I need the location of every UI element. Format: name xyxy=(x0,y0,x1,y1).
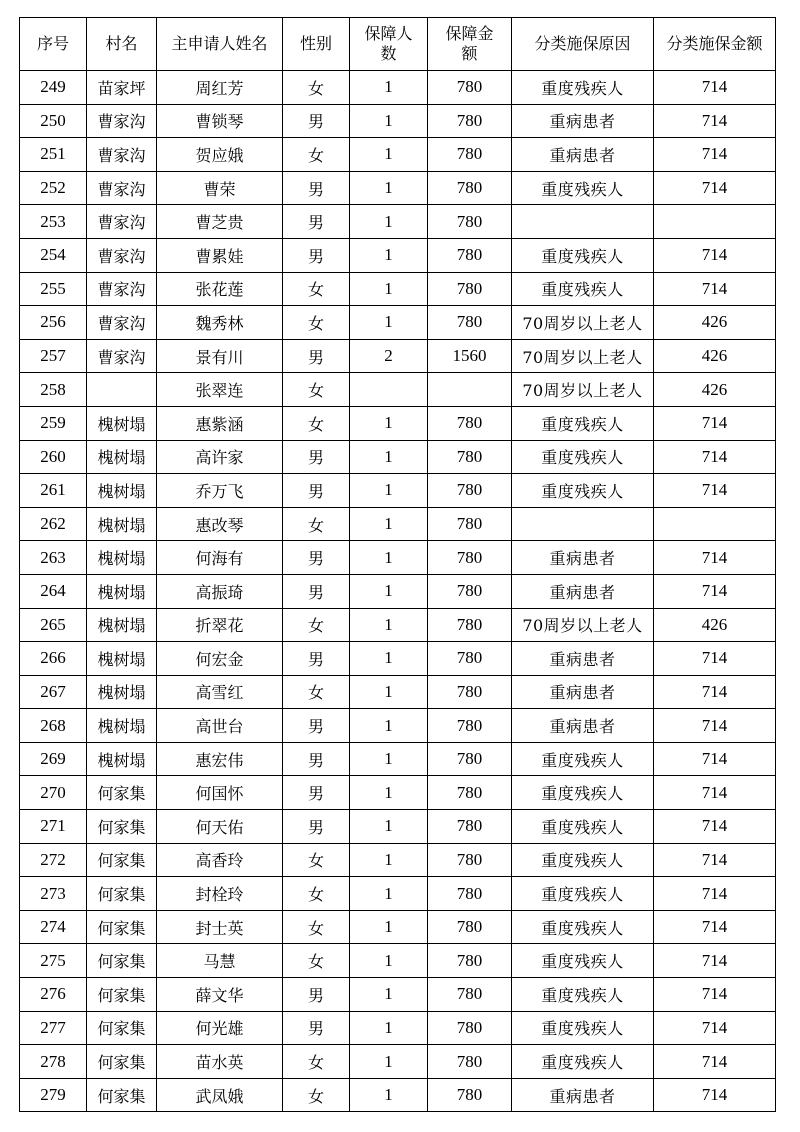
cell-class-amount: 426 xyxy=(654,373,776,407)
table-row xyxy=(20,406,776,440)
cell-gender: 女 xyxy=(283,373,350,407)
cell-village: 槐树塌 xyxy=(87,608,157,642)
cell-village: 何家集 xyxy=(87,978,157,1012)
cell-class-amount: 426 xyxy=(654,306,776,340)
cell-reason: 重度残疾人 xyxy=(512,944,654,978)
table-row xyxy=(20,776,776,810)
cell-amount: 780 xyxy=(428,978,512,1012)
table-row xyxy=(20,1011,776,1045)
cell-village: 曹家沟 xyxy=(87,171,157,205)
cell-reason: 重病患者 xyxy=(512,642,654,676)
cell-reason: 重度残疾人 xyxy=(512,978,654,1012)
cell-index: 272 xyxy=(20,843,87,877)
cell-applicant: 何光雄 xyxy=(157,1011,283,1045)
cell-amount: 780 xyxy=(428,709,512,743)
cell-amount: 780 xyxy=(428,171,512,205)
cell-count: 1 xyxy=(350,474,428,508)
cell-index: 268 xyxy=(20,709,87,743)
cell-reason: 重度残疾人 xyxy=(512,877,654,911)
cell-index: 256 xyxy=(20,306,87,340)
header-reason: 分类施保原因 xyxy=(512,18,654,71)
table-row xyxy=(20,205,776,239)
cell-applicant: 封士英 xyxy=(157,910,283,944)
table-row xyxy=(20,810,776,844)
cell-applicant: 折翠花 xyxy=(157,608,283,642)
cell-count: 1 xyxy=(350,138,428,172)
cell-reason: 70周岁以上老人 xyxy=(512,339,654,373)
table-row xyxy=(20,339,776,373)
table-row xyxy=(20,171,776,205)
cell-village: 槐树塌 xyxy=(87,574,157,608)
table-row xyxy=(20,306,776,340)
cell-village: 曹家沟 xyxy=(87,272,157,306)
table-row xyxy=(20,507,776,541)
cell-class-amount: 714 xyxy=(654,675,776,709)
cell-gender: 女 xyxy=(283,675,350,709)
cell-amount: 780 xyxy=(428,1078,512,1112)
cell-amount xyxy=(428,373,512,407)
cell-amount: 780 xyxy=(428,944,512,978)
cell-applicant: 高振琦 xyxy=(157,574,283,608)
cell-applicant: 高许家 xyxy=(157,440,283,474)
cell-amount: 780 xyxy=(428,843,512,877)
table-row xyxy=(20,910,776,944)
cell-amount: 780 xyxy=(428,810,512,844)
cell-reason: 重度残疾人 xyxy=(512,843,654,877)
cell-gender: 男 xyxy=(283,205,350,239)
cell-village: 槐树塌 xyxy=(87,541,157,575)
cell-village: 何家集 xyxy=(87,776,157,810)
cell-index: 266 xyxy=(20,642,87,676)
cell-index: 263 xyxy=(20,541,87,575)
cell-reason: 重度残疾人 xyxy=(512,1011,654,1045)
table-row xyxy=(20,608,776,642)
header-amount: 保障金额 xyxy=(428,18,512,71)
cell-class-amount: 714 xyxy=(654,474,776,508)
table-row xyxy=(20,1045,776,1079)
cell-gender: 男 xyxy=(283,574,350,608)
cell-amount: 780 xyxy=(428,205,512,239)
cell-count: 1 xyxy=(350,541,428,575)
cell-village: 槐树塌 xyxy=(87,642,157,676)
cell-reason: 重病患者 xyxy=(512,709,654,743)
table-row xyxy=(20,642,776,676)
cell-applicant: 贺应娥 xyxy=(157,138,283,172)
cell-applicant: 魏秀林 xyxy=(157,306,283,340)
cell-applicant: 高香玲 xyxy=(157,843,283,877)
cell-gender: 男 xyxy=(283,978,350,1012)
cell-count: 1 xyxy=(350,205,428,239)
cell-gender: 女 xyxy=(283,138,350,172)
cell-village: 何家集 xyxy=(87,944,157,978)
cell-count: 1 xyxy=(350,406,428,440)
cell-count: 1 xyxy=(350,978,428,1012)
cell-village: 何家集 xyxy=(87,877,157,911)
cell-class-amount: 426 xyxy=(654,608,776,642)
table-body xyxy=(20,71,776,1112)
cell-reason: 重病患者 xyxy=(512,574,654,608)
cell-reason: 70周岁以上老人 xyxy=(512,306,654,340)
cell-index: 250 xyxy=(20,104,87,138)
cell-count: 1 xyxy=(350,810,428,844)
cell-count: 1 xyxy=(350,776,428,810)
welfare-table xyxy=(19,17,776,1112)
cell-village: 槐树塌 xyxy=(87,406,157,440)
cell-gender: 女 xyxy=(283,877,350,911)
cell-index: 253 xyxy=(20,205,87,239)
table-row xyxy=(20,843,776,877)
cell-index: 259 xyxy=(20,406,87,440)
cell-count: 1 xyxy=(350,843,428,877)
cell-amount: 1560 xyxy=(428,339,512,373)
cell-index: 279 xyxy=(20,1078,87,1112)
table-row xyxy=(20,978,776,1012)
cell-village: 槐树塌 xyxy=(87,507,157,541)
cell-class-amount: 714 xyxy=(654,1011,776,1045)
cell-reason: 重病患者 xyxy=(512,541,654,575)
cell-index: 255 xyxy=(20,272,87,306)
header-class-amount: 分类施保金额 xyxy=(654,18,776,71)
cell-applicant: 何宏金 xyxy=(157,642,283,676)
cell-village: 槐树塌 xyxy=(87,675,157,709)
cell-gender: 男 xyxy=(283,709,350,743)
cell-amount: 780 xyxy=(428,910,512,944)
cell-village: 槐树塌 xyxy=(87,709,157,743)
cell-class-amount: 714 xyxy=(654,944,776,978)
cell-count xyxy=(350,373,428,407)
cell-index: 269 xyxy=(20,742,87,776)
cell-index: 276 xyxy=(20,978,87,1012)
cell-applicant: 曹芝贵 xyxy=(157,205,283,239)
cell-gender: 女 xyxy=(283,406,350,440)
cell-village: 曹家沟 xyxy=(87,306,157,340)
header-gender: 性别 xyxy=(283,18,350,71)
cell-class-amount: 714 xyxy=(654,272,776,306)
cell-gender: 女 xyxy=(283,306,350,340)
cell-amount: 780 xyxy=(428,642,512,676)
cell-class-amount: 714 xyxy=(654,71,776,105)
cell-count: 1 xyxy=(350,574,428,608)
cell-amount: 780 xyxy=(428,406,512,440)
cell-gender: 女 xyxy=(283,507,350,541)
table-row xyxy=(20,541,776,575)
cell-count: 1 xyxy=(350,507,428,541)
cell-index: 278 xyxy=(20,1045,87,1079)
cell-village: 何家集 xyxy=(87,843,157,877)
cell-applicant: 马慧 xyxy=(157,944,283,978)
cell-reason: 重度残疾人 xyxy=(512,474,654,508)
cell-village: 何家集 xyxy=(87,1011,157,1045)
cell-amount: 780 xyxy=(428,306,512,340)
cell-reason: 重度残疾人 xyxy=(512,810,654,844)
cell-applicant: 周红芳 xyxy=(157,71,283,105)
cell-index: 251 xyxy=(20,138,87,172)
cell-village: 何家集 xyxy=(87,1045,157,1079)
cell-class-amount: 714 xyxy=(654,742,776,776)
cell-reason: 重度残疾人 xyxy=(512,171,654,205)
cell-applicant: 高世台 xyxy=(157,709,283,743)
cell-applicant: 曹累娃 xyxy=(157,238,283,272)
cell-reason: 重度残疾人 xyxy=(512,71,654,105)
cell-gender: 男 xyxy=(283,742,350,776)
cell-gender: 女 xyxy=(283,1078,350,1112)
cell-index: 264 xyxy=(20,574,87,608)
cell-index: 252 xyxy=(20,171,87,205)
header-index: 序号 xyxy=(20,18,87,71)
cell-count: 1 xyxy=(350,71,428,105)
cell-index: 262 xyxy=(20,507,87,541)
header-applicant: 主申请人姓名 xyxy=(157,18,283,71)
cell-count: 1 xyxy=(350,238,428,272)
cell-applicant: 何天佑 xyxy=(157,810,283,844)
cell-gender: 女 xyxy=(283,71,350,105)
cell-index: 260 xyxy=(20,440,87,474)
cell-count: 1 xyxy=(350,910,428,944)
cell-gender: 男 xyxy=(283,541,350,575)
cell-class-amount: 714 xyxy=(654,978,776,1012)
cell-reason xyxy=(512,507,654,541)
cell-index: 254 xyxy=(20,238,87,272)
cell-index: 261 xyxy=(20,474,87,508)
cell-index: 270 xyxy=(20,776,87,810)
cell-reason: 重度残疾人 xyxy=(512,742,654,776)
cell-amount: 780 xyxy=(428,1011,512,1045)
cell-class-amount: 714 xyxy=(654,776,776,810)
table-row xyxy=(20,1078,776,1112)
table-row xyxy=(20,238,776,272)
cell-amount: 780 xyxy=(428,742,512,776)
table-row xyxy=(20,574,776,608)
cell-index: 267 xyxy=(20,675,87,709)
cell-gender: 男 xyxy=(283,776,350,810)
cell-village xyxy=(87,373,157,407)
cell-class-amount: 714 xyxy=(654,541,776,575)
cell-amount: 780 xyxy=(428,541,512,575)
cell-class-amount: 714 xyxy=(654,104,776,138)
cell-index: 257 xyxy=(20,339,87,373)
cell-count: 1 xyxy=(350,104,428,138)
cell-index: 265 xyxy=(20,608,87,642)
cell-gender: 女 xyxy=(283,608,350,642)
cell-applicant: 何海有 xyxy=(157,541,283,575)
cell-applicant: 惠紫涵 xyxy=(157,406,283,440)
cell-index: 271 xyxy=(20,810,87,844)
cell-applicant: 苗水英 xyxy=(157,1045,283,1079)
cell-amount: 780 xyxy=(428,138,512,172)
cell-class-amount xyxy=(654,205,776,239)
cell-reason: 70周岁以上老人 xyxy=(512,608,654,642)
cell-count: 1 xyxy=(350,1078,428,1112)
cell-reason: 重病患者 xyxy=(512,104,654,138)
cell-count: 1 xyxy=(350,709,428,743)
cell-class-amount: 714 xyxy=(654,138,776,172)
cell-class-amount: 714 xyxy=(654,877,776,911)
cell-applicant: 薛文华 xyxy=(157,978,283,1012)
cell-village: 曹家沟 xyxy=(87,138,157,172)
table-row xyxy=(20,877,776,911)
cell-applicant: 惠宏伟 xyxy=(157,742,283,776)
cell-class-amount: 714 xyxy=(654,810,776,844)
cell-class-amount: 714 xyxy=(654,709,776,743)
cell-gender: 女 xyxy=(283,272,350,306)
cell-reason: 重病患者 xyxy=(512,675,654,709)
cell-class-amount: 714 xyxy=(654,642,776,676)
cell-applicant: 景有川 xyxy=(157,339,283,373)
cell-applicant: 张花莲 xyxy=(157,272,283,306)
cell-count: 1 xyxy=(350,1045,428,1079)
cell-count: 1 xyxy=(350,877,428,911)
cell-class-amount: 714 xyxy=(654,574,776,608)
cell-count: 1 xyxy=(350,742,428,776)
cell-reason: 重度残疾人 xyxy=(512,406,654,440)
cell-count: 1 xyxy=(350,171,428,205)
cell-village: 何家集 xyxy=(87,910,157,944)
cell-count: 1 xyxy=(350,1011,428,1045)
cell-amount: 780 xyxy=(428,877,512,911)
cell-village: 槐树塌 xyxy=(87,474,157,508)
cell-count: 2 xyxy=(350,339,428,373)
cell-reason: 重病患者 xyxy=(512,138,654,172)
cell-gender: 女 xyxy=(283,1045,350,1079)
cell-amount: 780 xyxy=(428,776,512,810)
cell-applicant: 高雪红 xyxy=(157,675,283,709)
cell-index: 249 xyxy=(20,71,87,105)
cell-applicant: 乔万飞 xyxy=(157,474,283,508)
cell-gender: 男 xyxy=(283,642,350,676)
cell-gender: 女 xyxy=(283,843,350,877)
table-row xyxy=(20,71,776,105)
cell-village: 曹家沟 xyxy=(87,205,157,239)
cell-village: 苗家坪 xyxy=(87,71,157,105)
cell-class-amount: 714 xyxy=(654,1045,776,1079)
cell-count: 1 xyxy=(350,440,428,474)
cell-index: 258 xyxy=(20,373,87,407)
cell-gender: 女 xyxy=(283,944,350,978)
cell-gender: 男 xyxy=(283,474,350,508)
cell-index: 275 xyxy=(20,944,87,978)
cell-class-amount xyxy=(654,507,776,541)
cell-count: 1 xyxy=(350,608,428,642)
cell-gender: 男 xyxy=(283,238,350,272)
cell-reason: 重病患者 xyxy=(512,1078,654,1112)
cell-village: 槐树塌 xyxy=(87,440,157,474)
table-row xyxy=(20,373,776,407)
cell-reason xyxy=(512,205,654,239)
cell-amount: 780 xyxy=(428,675,512,709)
cell-reason: 重度残疾人 xyxy=(512,440,654,474)
cell-reason: 重度残疾人 xyxy=(512,272,654,306)
header-row xyxy=(20,18,776,71)
cell-applicant: 惠改琴 xyxy=(157,507,283,541)
cell-class-amount: 714 xyxy=(654,440,776,474)
cell-gender: 男 xyxy=(283,1011,350,1045)
cell-reason: 重度残疾人 xyxy=(512,776,654,810)
cell-applicant: 曹荣 xyxy=(157,171,283,205)
cell-class-amount: 714 xyxy=(654,1078,776,1112)
cell-amount: 780 xyxy=(428,608,512,642)
cell-reason: 70周岁以上老人 xyxy=(512,373,654,407)
cell-village: 曹家沟 xyxy=(87,104,157,138)
table-row xyxy=(20,440,776,474)
cell-gender: 男 xyxy=(283,440,350,474)
cell-class-amount: 426 xyxy=(654,339,776,373)
cell-count: 1 xyxy=(350,944,428,978)
cell-village: 槐树塌 xyxy=(87,742,157,776)
cell-village: 曹家沟 xyxy=(87,238,157,272)
table-row xyxy=(20,709,776,743)
cell-amount: 780 xyxy=(428,71,512,105)
cell-class-amount: 714 xyxy=(654,171,776,205)
cell-class-amount: 714 xyxy=(654,406,776,440)
cell-amount: 780 xyxy=(428,574,512,608)
cell-count: 1 xyxy=(350,675,428,709)
table-row xyxy=(20,742,776,776)
cell-applicant: 武凤娥 xyxy=(157,1078,283,1112)
cell-amount: 780 xyxy=(428,507,512,541)
cell-amount: 780 xyxy=(428,1045,512,1079)
cell-gender: 女 xyxy=(283,910,350,944)
table-row xyxy=(20,138,776,172)
cell-count: 1 xyxy=(350,272,428,306)
cell-gender: 男 xyxy=(283,810,350,844)
table-row xyxy=(20,272,776,306)
cell-class-amount: 714 xyxy=(654,238,776,272)
cell-applicant: 曹锁琴 xyxy=(157,104,283,138)
cell-reason: 重度残疾人 xyxy=(512,910,654,944)
cell-index: 274 xyxy=(20,910,87,944)
cell-amount: 780 xyxy=(428,440,512,474)
header-village: 村名 xyxy=(87,18,157,71)
table-row xyxy=(20,474,776,508)
cell-applicant: 何国怀 xyxy=(157,776,283,810)
cell-village: 曹家沟 xyxy=(87,339,157,373)
cell-amount: 780 xyxy=(428,272,512,306)
cell-index: 277 xyxy=(20,1011,87,1045)
cell-reason: 重度残疾人 xyxy=(512,238,654,272)
cell-gender: 男 xyxy=(283,104,350,138)
cell-amount: 780 xyxy=(428,238,512,272)
cell-gender: 男 xyxy=(283,171,350,205)
cell-amount: 780 xyxy=(428,474,512,508)
table-row xyxy=(20,104,776,138)
header-count: 保障人数 xyxy=(350,18,428,71)
cell-class-amount: 714 xyxy=(654,910,776,944)
cell-village: 何家集 xyxy=(87,1078,157,1112)
table-row xyxy=(20,675,776,709)
cell-applicant: 封栓玲 xyxy=(157,877,283,911)
cell-class-amount: 714 xyxy=(654,843,776,877)
cell-village: 何家集 xyxy=(87,810,157,844)
cell-reason: 重度残疾人 xyxy=(512,1045,654,1079)
cell-amount: 780 xyxy=(428,104,512,138)
cell-gender: 男 xyxy=(283,339,350,373)
table-row xyxy=(20,944,776,978)
cell-applicant: 张翠连 xyxy=(157,373,283,407)
cell-count: 1 xyxy=(350,642,428,676)
cell-index: 273 xyxy=(20,877,87,911)
cell-count: 1 xyxy=(350,306,428,340)
